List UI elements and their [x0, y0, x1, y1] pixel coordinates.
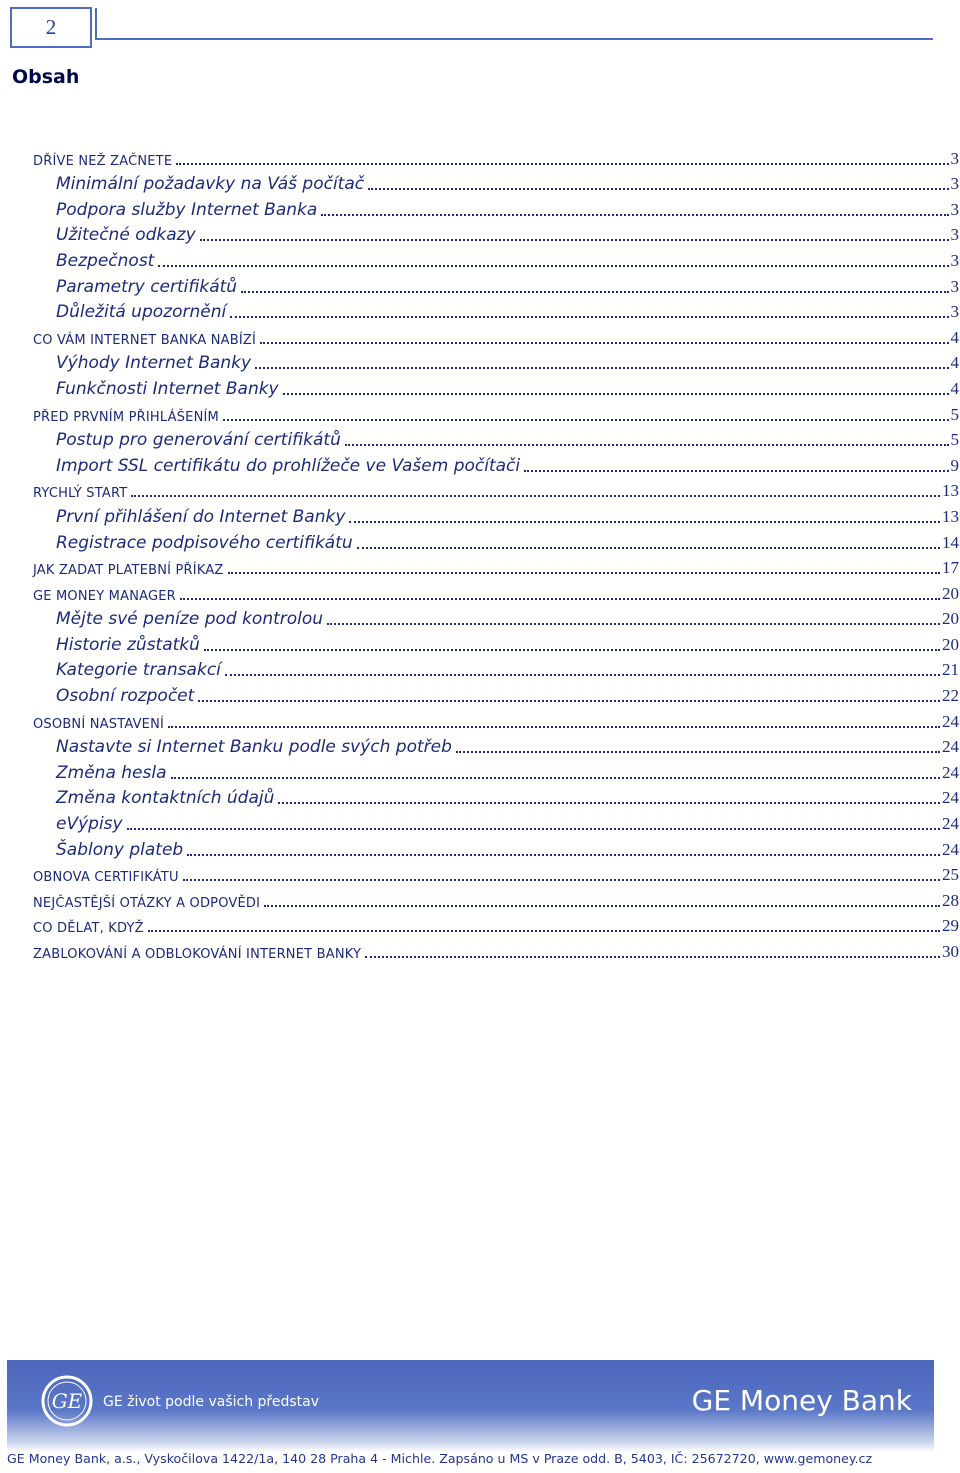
toc-entry-title: Užitečné odkazy: [56, 225, 196, 246]
toc-chapter[interactable]: [33, 553, 959, 579]
toc-entry-title: Nastavte si Internet Banku podle svých potřeb: [56, 737, 452, 758]
toc-entry-title: RYCHLÝ START: [33, 486, 128, 502]
toc-subsection[interactable]: [33, 680, 959, 706]
toc-subsection[interactable]: [33, 757, 959, 783]
toc-entry-title: Kategorie transakcí: [56, 660, 221, 681]
toc-chapter[interactable]: [33, 476, 959, 502]
toc-page-number: 24: [942, 839, 959, 859]
toc-page-number: 13: [942, 506, 959, 526]
toc-dot-leader: [345, 430, 949, 446]
toc-dot-leader: [456, 737, 940, 753]
toc-entry-title: NEJČASTĚJŠÍ OTÁZKY A ODPOVĚDI: [33, 895, 261, 911]
toc-dot-leader: [131, 481, 940, 497]
toc-dot-leader: [176, 149, 948, 165]
toc-entry-title: Změna kontaktních údajů: [56, 788, 275, 809]
toc-dot-leader: [241, 277, 948, 293]
toc-page-number: 17: [942, 558, 959, 578]
toc-page-number: 29: [942, 916, 959, 936]
toc-page-number: 5: [950, 430, 959, 450]
toc-page-number: 20: [942, 583, 959, 603]
toc-page-number: 3: [950, 225, 959, 245]
toc-entry-title: Parametry certifikátů: [56, 276, 238, 297]
toc-dot-leader: [349, 507, 940, 523]
toc-page-number: 21: [942, 660, 959, 680]
toc-dot-leader: [321, 200, 948, 216]
toc-entry-title: Výhody Internet Banky: [56, 353, 252, 374]
toc-entry-title: Osobní rozpočet: [56, 686, 195, 707]
toc-dot-leader: [148, 916, 940, 932]
toc-entry-title: Funkčnosti Internet Banky: [56, 378, 279, 399]
toc-subsection[interactable]: [33, 348, 959, 374]
toc-entry-title: eVýpisy: [56, 814, 123, 835]
toc-dot-leader: [225, 660, 940, 676]
toc-page-number: 28: [942, 890, 959, 910]
toc-chapter[interactable]: [33, 860, 959, 886]
footer-tagline: GE život podle vašich představ: [103, 1394, 320, 1410]
toc-chapter[interactable]: [33, 143, 959, 169]
toc-entry-title: Minimální požadavky na Váš počítač: [56, 174, 365, 195]
toc-entry-title: PŘED PRVNÍM PŘIHLÁŠENÍM: [33, 409, 219, 425]
toc-dot-leader: [230, 302, 948, 318]
toc-chapter[interactable]: [33, 399, 959, 425]
toc-dot-leader: [365, 942, 940, 958]
toc-entry-title: OBNOVA CERTIFIKÁTU: [33, 870, 179, 886]
toc-chapter[interactable]: [33, 578, 959, 604]
toc-dot-leader: [187, 840, 940, 856]
toc-page-number: 24: [942, 737, 959, 757]
toc-entry-title: Bezpečnost: [56, 250, 155, 271]
ge-logo-text: GE: [51, 1389, 83, 1413]
toc-page-number: 3: [950, 302, 959, 322]
toc-page-number: 3: [950, 174, 959, 194]
table-of-contents: [33, 143, 959, 962]
toc-dot-leader: [180, 584, 940, 600]
toc-entry-title: ZABLOKOVÁNÍ A ODBLOKOVÁNÍ INTERNET BANKY: [33, 947, 362, 962]
toc-subsection[interactable]: [33, 501, 959, 527]
toc-page-number: 3: [950, 148, 959, 168]
toc-subsection[interactable]: [33, 783, 959, 809]
toc-page-number: 20: [942, 634, 959, 654]
toc-entry-title: JAK ZADAT PLATEBNÍ PŘÍKAZ: [33, 563, 224, 579]
toc-subsection[interactable]: [33, 629, 959, 655]
toc-dot-leader: [200, 225, 949, 241]
toc-chapter[interactable]: [33, 322, 959, 348]
toc-dot-leader: [283, 379, 949, 395]
toc-subsection[interactable]: [33, 271, 959, 297]
toc-page-number: 3: [950, 199, 959, 219]
toc-chapter[interactable]: [33, 706, 959, 732]
toc-dot-leader: [228, 558, 940, 574]
toc-entry-title: OSOBNÍ NASTAVENÍ: [33, 716, 165, 732]
toc-subsection[interactable]: [33, 732, 959, 758]
toc-page-number: 25: [942, 865, 959, 885]
toc-dot-leader: [223, 405, 949, 421]
toc-page-number: 4: [950, 378, 959, 398]
toc-page-number: 5: [950, 404, 959, 424]
toc-subsection[interactable]: [33, 194, 959, 220]
toc-dot-leader: [168, 712, 940, 728]
header-rule: [95, 38, 933, 40]
toc-subsection[interactable]: [33, 425, 959, 451]
toc-subsection[interactable]: [33, 297, 959, 323]
toc-entry-title: Postup pro generování certifikátů: [56, 430, 341, 451]
toc-dot-leader: [264, 891, 940, 907]
toc-subsection[interactable]: [33, 169, 959, 195]
toc-entry-title: Změna hesla: [56, 762, 167, 783]
toc-entry-title: CO VÁM INTERNET BANKA NABÍZÍ: [33, 332, 257, 348]
ge-logo-icon: [41, 1375, 93, 1427]
toc-entry-title: GE MONEY MANAGER: [33, 588, 176, 604]
toc-entry-title: CO DĚLAT, KDYŽ: [33, 921, 144, 937]
toc-page-number: 30: [942, 942, 959, 961]
toc-dot-leader: [260, 328, 948, 344]
toc-entry-title: Import SSL certifikátu do prohlížeče ve Vašem počítači: [56, 455, 521, 476]
toc-page-number: 4: [950, 353, 959, 373]
toc-dot-leader: [204, 635, 940, 651]
toc-page-number: 3: [950, 276, 959, 296]
toc-entry-title: Šablony plateb: [56, 839, 184, 860]
toc-subsection[interactable]: [33, 808, 959, 834]
toc-page-number: 24: [942, 814, 959, 834]
footer-brand: GE Money Bank: [691, 1384, 912, 1417]
toc-entry-title: Registrace podpisového certifikátu: [56, 532, 353, 553]
footer-address: GE Money Bank, a.s., Vyskočilova 1422/1a, 140 28 Praha 4 - Michle. Zapsáno u MS v Praze odd. B, 5403, IČ: 25672720, www.gemoney.cz: [7, 1451, 873, 1466]
page-title: Obsah: [12, 66, 80, 88]
toc-dot-leader: [368, 174, 948, 190]
footer-banner: [7, 1360, 934, 1452]
page-number: 2: [10, 7, 92, 48]
toc-entry-title: Podpora služby Internet Banka: [56, 199, 318, 220]
toc-entry-title: První přihlášení do Internet Banky: [56, 506, 346, 527]
toc-dot-leader: [278, 788, 940, 804]
toc-dot-leader: [524, 456, 948, 472]
toc-subsection[interactable]: [33, 604, 959, 630]
toc-dot-leader: [158, 251, 948, 267]
toc-chapter[interactable]: [33, 936, 959, 962]
toc-entry-title: Historie zůstatků: [56, 634, 200, 655]
toc-chapter[interactable]: [33, 911, 959, 937]
toc-subsection[interactable]: [33, 834, 959, 860]
toc-dot-leader: [327, 609, 940, 625]
toc-page-number: 13: [942, 481, 959, 501]
toc-page-number: 22: [942, 686, 959, 706]
toc-page-number: 14: [942, 532, 959, 552]
toc-subsection[interactable]: [33, 220, 959, 246]
toc-dot-leader: [357, 533, 940, 549]
toc-chapter[interactable]: [33, 885, 959, 911]
toc-page-number: 3: [950, 250, 959, 270]
toc-subsection[interactable]: [33, 450, 959, 476]
toc-page-number: 24: [942, 762, 959, 782]
toc-dot-leader: [127, 814, 940, 830]
toc-page-number: 20: [942, 609, 959, 629]
toc-dot-leader: [198, 686, 940, 702]
header-divider: [95, 8, 97, 39]
toc-page-number: 24: [942, 711, 959, 731]
toc-subsection[interactable]: [33, 655, 959, 681]
toc-subsection[interactable]: [33, 245, 959, 271]
toc-page-number: 9: [950, 455, 959, 475]
toc-subsection[interactable]: [33, 527, 959, 553]
toc-entry-title: Mějte své peníze pod kontrolou: [56, 609, 324, 630]
toc-dot-leader: [183, 865, 940, 881]
toc-entry-title: DŘÍVE NEŽ ZAČNETE: [33, 153, 173, 169]
toc-dot-leader: [255, 353, 948, 369]
toc-page-number: 4: [950, 327, 959, 347]
toc-subsection[interactable]: [33, 373, 959, 399]
toc-dot-leader: [171, 763, 941, 779]
toc-entry-title: Důležitá upozornění: [56, 302, 227, 323]
toc-page-number: 24: [942, 788, 959, 808]
